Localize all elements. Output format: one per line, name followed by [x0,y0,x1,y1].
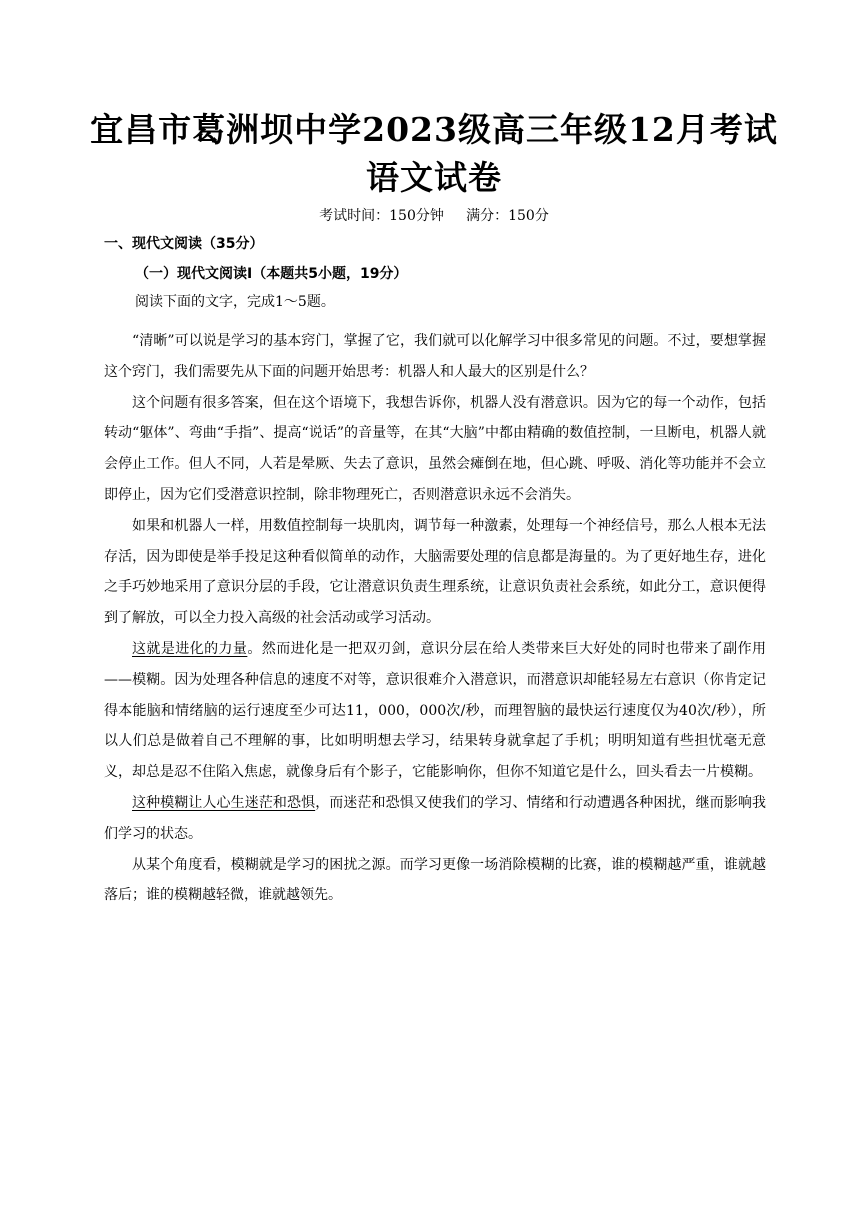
exam-title-line1: 宜昌市葛洲坝中学2023级高三年级12月考试 [90,110,778,149]
reading-instruction: 阅读下面的文字，完成1～5题。 [135,294,335,310]
exam-title-line2: 语文试卷 [366,158,502,197]
paragraph-4-rest: 。然而进化是一把双刃剑，意识分层在给人类带来巨大好处的同时也带来了副作用——模糊。因为处理各种信息的速度不对等，意识很难介入潜意识，而潜意识却能轻易左右意识（你肯定记得本能脑和情绪脑的运行速度至少可达11，000，000次/秒，而理智脑的最快运行速度仅为40次/秒），所以人们总是做着自己不理解的事，比如明明想去学习，结果转身就拿起了手机；明明知道有些担忧毫无意义，却总是忍不住陷入焦虑，就像身后有个影子，它能影响你，但你不知道它是什么，回头看去一片模糊。 [104,640,767,781]
subsection-heading: （一）现代文阅读Ⅰ（本题共5小题，19分） [135,266,408,282]
passage-paragraph-2: 这个问题有很多答案，但在这个语境下，我想告诉你，机器人没有潜意识。因为它的每一个动作，包括转动“躯体”、弯曲“手指”、提高“说话”的音量等，在其“大脑”中都由精确的数值控制，一旦断电，机器人就会停止工作。但人不同，人若是晕厥、失去了意识，虽然会瘫倒在地，但心跳、呼吸、消化等功能并不会立即停止，因为它们受潜意识控制，除非物理死亡，否则潜意识永远不会消失。 [104,394,766,503]
passage-paragraph-1: “清晰”可以说是学习的基本窍门，掌握了它，我们就可以化解学习中很多常见的问题。不过，要想掌握这个窍门，我们需要先从下面的问题开始思考：机器人和人最大的区别是什么？ [104,333,766,380]
underlined-phrase-1: 这就是进化的力量 [132,640,248,657]
passage-paragraph-6: 从某个角度看，模糊就是学习的困扰之源。而学习更像一场消除模糊的比赛，谁的模糊越严重，谁就越落后；谁的模糊越轻微，谁就越领先。 [104,856,766,904]
reading-passage [104,326,766,911]
passage-paragraph-3: 如果和机器人一样，用数值控制每一块肌肉，调节每一种激素，处理每一个神经信号，那么人根本无法存活，因为即使是举手投足这种看似简单的动作，大脑需要处理的信息都是海量的。为了更好地生存，进化之手巧妙地采用了意识分层的手段，它让潜意识负责生理系统，让意识负责社会系统，如此分工，意识便得到了解放，可以全力投入高级的社会活动或学习活动。 [104,517,766,627]
passage-paragraph-5 [104,788,766,850]
underlined-phrase-2: 这种模糊让人心生迷茫和恐惧 [132,794,316,811]
exam-info: 考试时间：150分钟 满分：150分 [319,208,549,224]
section-heading: 一、现代文阅读（35分） [104,236,264,252]
paragraph-5-rest: ，而迷茫和恐惧又使我们的学习、情绪和行动遭遇各种困扰，继而影响我们学习的状态。 [104,794,767,842]
passage-paragraph-4 [104,634,766,788]
